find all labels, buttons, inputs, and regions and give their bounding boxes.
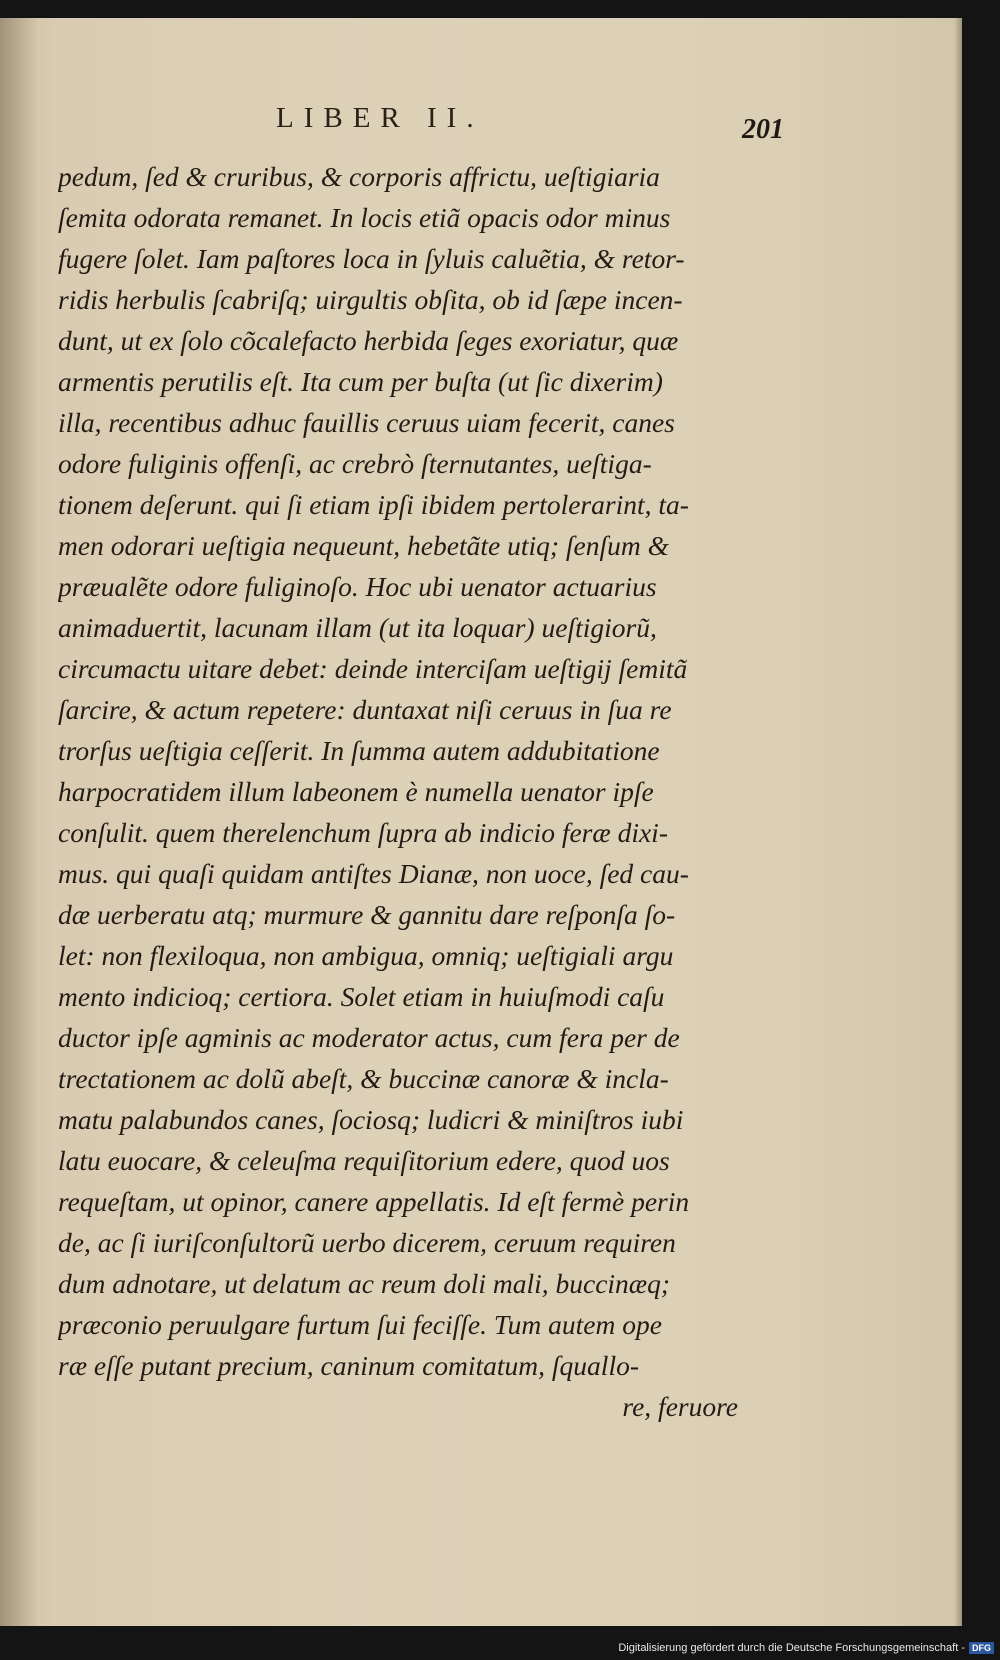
- text-line: conſulit. quem therelenchum ſupra ab indicio feræ dixi-: [58, 817, 668, 848]
- funding-credit: Digitalisierung gefördert durch die Deutsche Forschungsgemeinschaft -: [618, 1642, 965, 1654]
- text-line: ræ eſſe putant precium, caninum comitatum, ſquallo-: [58, 1350, 639, 1381]
- text-line: dunt, ut ex ſolo cõcalefacto herbida ſeges exoriatur, quæ: [58, 325, 679, 356]
- text-line: ſarcire, & actum repetere: duntaxat niſi ceruus in ſua re: [58, 694, 672, 725]
- text-line: trectationem ac dolũ abeſt, & buccinæ canoræ & incla-: [58, 1063, 669, 1094]
- catchword: re, feruore: [622, 1391, 738, 1422]
- text-line: armentis perutilis eſt. Ita cum per buſta (ut ſic dixerim): [58, 366, 663, 397]
- text-line: de, ac ſi iuriſconſultorũ uerbo dicerem, ceruum requiren: [58, 1227, 676, 1258]
- text-line: ſemita odorata remanet. In locis etiã opacis odor minus: [58, 202, 671, 233]
- text-line: mus. qui quaſi quidam antiſtes Dianæ, non uoce, ſed cau-: [58, 858, 689, 889]
- book-page: [0, 18, 962, 1626]
- text-line: requeſtam, ut opinor, canere appellatis. Id eſt fermè perin: [58, 1186, 690, 1217]
- text-line: trorſus ueſtigia ceſſerit. In ſumma autem addubitatione: [58, 735, 660, 766]
- gutter-shadow: [0, 18, 38, 1626]
- text-line: let: non flexiloqua, non ambigua, omniq; ueſtigiali argu: [58, 940, 674, 971]
- text-line: ductor ipſe agminis ac moderator actus, cum fera per de: [58, 1022, 680, 1053]
- text-line: præconio peruulgare furtum ſui feciſſe. Tum autem ope: [58, 1309, 662, 1340]
- text-line: matu palabundos canes, ſociosq; ludicri & miniſtros iubi: [58, 1104, 684, 1135]
- text-line: dæ uerberatu atq; murmure & gannitu dare reſponſa ſo-: [58, 899, 676, 930]
- text-line: dum adnotare, ut delatum ac reum doli mali, buccinæq;: [58, 1268, 671, 1299]
- text-line: tionem deſerunt. qui ſi etiam ipſi ibidem pertolerarint, ta-: [58, 489, 689, 520]
- text-line: harpocratidem illum labeonem è numella uenator ipſe: [58, 776, 654, 807]
- running-head: LIBER II.: [276, 102, 484, 134]
- footer-credit: [618, 1642, 994, 1654]
- text-line: circumactu uitare debet: deinde interciſam ueſtigij ſemitã: [58, 653, 688, 684]
- text-line: fugere ſolet. Iam paſtores loca in ſyluis caluẽtia, & retor-: [58, 243, 685, 274]
- text-line: latu euocare, & celeuſma requiſitorium edere, quod uos: [58, 1145, 670, 1176]
- text-line: præualẽte odore fuliginoſo. Hoc ubi uenator actuarius: [58, 571, 657, 602]
- text-line: mento indicioq; certiora. Solet etiam in huiuſmodi caſu: [58, 981, 665, 1012]
- page-number: 201: [742, 114, 784, 145]
- text-line: ridis herbulis ſcabriſq; uirgultis obſita, ob id ſæpe incen-: [58, 284, 683, 315]
- text-line: odore fuliginis offenſi, ac crebrò ſternutantes, ueſtiga-: [58, 448, 652, 479]
- text-block: [58, 156, 738, 1427]
- dfg-logo: DFG: [969, 1642, 994, 1654]
- text-line: illa, recentibus adhuc fauillis ceruus uiam fecerit, canes: [58, 407, 675, 438]
- text-line: pedum, ſed & cruribus, & corporis affrictu, ueſtigiaria: [58, 161, 660, 192]
- text-line: men odorari ueſtigia nequeunt, hebetãte utiq; ſenſum &: [58, 530, 670, 561]
- text-line: animaduertit, lacunam illam (ut ita loquar) ueſtigiorũ,: [58, 612, 657, 643]
